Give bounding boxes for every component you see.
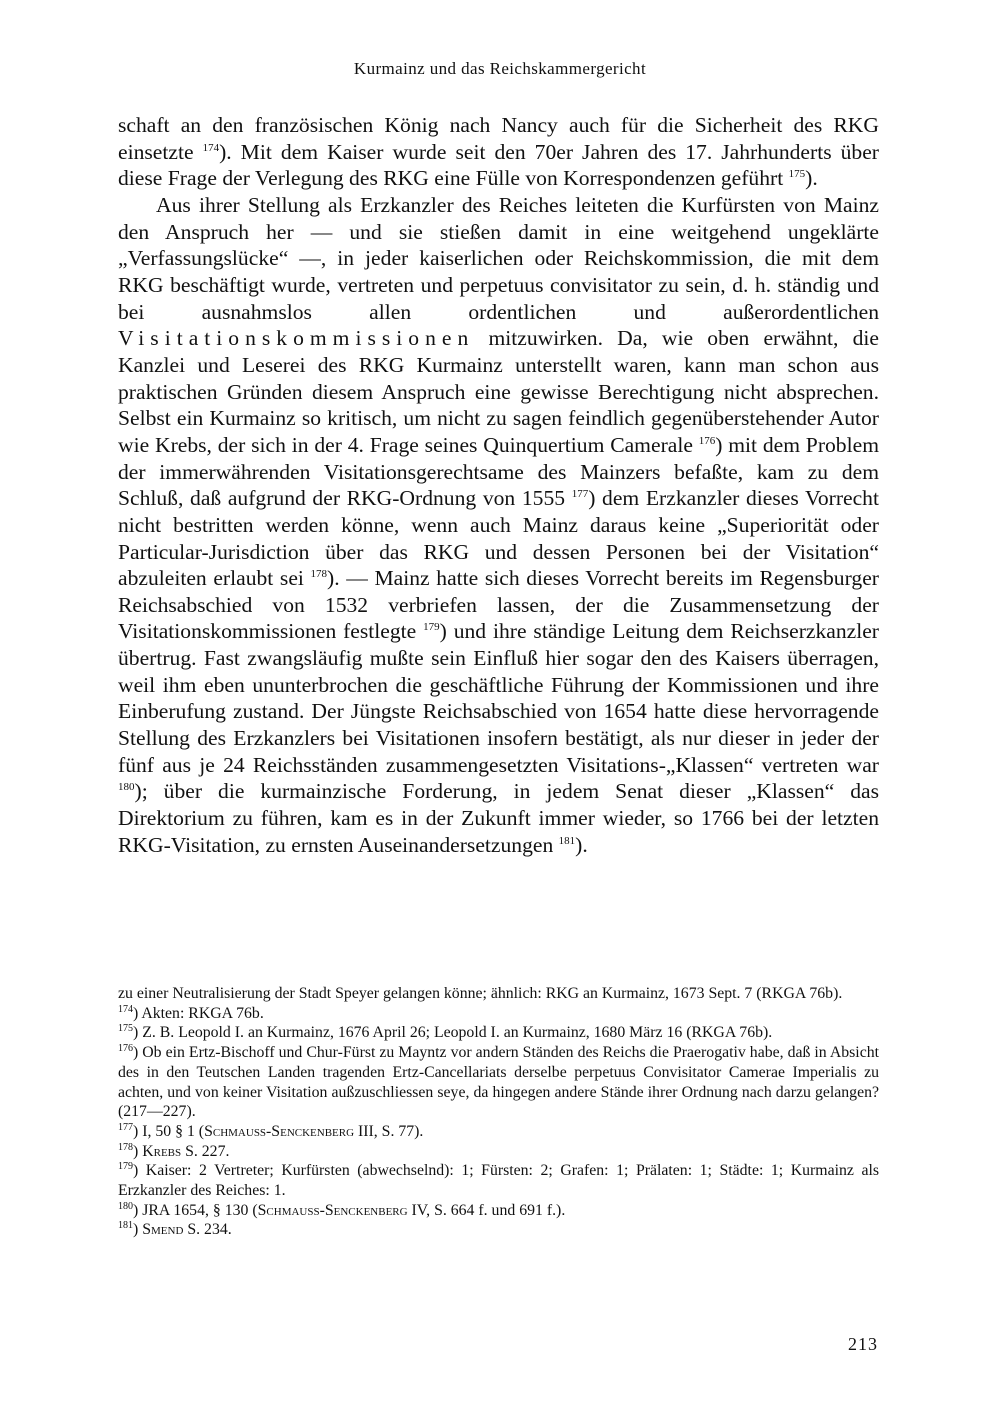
- footnote-number: 180: [118, 1200, 133, 1212]
- text-run: mitzuwirken. Da, wie oben erwähnt, die Kanzlei und Leserei des RKG Kurmainz unterstellt waren, kann man schon aus praktischen Gründen diesem Anspruch eine gewisse Berechtigung nicht absprechen. Selbst ein Kurmainz so kritisch, um nicht zu sagen feindlich gegenüberstehender Autor wie Krebs, der sich in der 4. Frage seines Quinquertium Camerale: [118, 326, 879, 457]
- footnote-text: S. 234.: [183, 1221, 232, 1239]
- text-run: Aus ihrer Stellung als Erzkanzler des Reiches leiteten die Kurfürsten von Mainz den Anspruch her — und sie stießen damit in eine weitgehend ungeklärte „Verfassungslücke“ —, in jeder kaiserlichen oder Reichskommission, die mit dem RKG beschäftigt wurde, vertreten und perpetuus convisitator zu sein, d. h. ständig und bei ausnahmslos allen ordentlichen und außerordentlichen: [118, 192, 879, 324]
- footnote-number: 179: [118, 1161, 133, 1173]
- page-number: 213: [848, 1334, 878, 1354]
- footnote-174: [118, 1004, 879, 1024]
- footnote-text: III, S. 77).: [354, 1122, 424, 1140]
- footnote-text: ): [133, 1221, 143, 1239]
- footnote-180: [118, 1201, 879, 1221]
- footnote-number: 178: [118, 1141, 133, 1153]
- footnote-ref[interactable]: 174: [202, 141, 220, 154]
- text-run: ) mit dem Problem der immerwährenden Visitationsgerechtsame des Mainzers befaßte, kam zu dem Schluß, daß aufgrund der RKG-Ordnung von 1555: [118, 432, 879, 511]
- footnote-text: S. 227.: [181, 1142, 230, 1160]
- footnote-ref[interactable]: 178: [310, 568, 328, 581]
- text-run: ).: [805, 166, 818, 191]
- text-run: ).: [575, 832, 588, 857]
- paragraph: [118, 112, 879, 192]
- footnote-number: 176: [118, 1043, 133, 1055]
- footnote-178: [118, 1142, 879, 1162]
- footnote-ref[interactable]: 181: [558, 834, 576, 847]
- footnote-text: ) Kaiser: 2 Vertreter; Kurfürsten (abwechselnd): 1; Fürsten: 2; Grafen: 1; Prälaten: 1; Städte: 1; Kurmainz als Erzkanzler des Reiches: 1.: [118, 1162, 879, 1200]
- footnote-number: 177: [118, 1121, 133, 1133]
- paragraph: [118, 192, 879, 858]
- text-run: schaft an den französischen König nach Nancy auch für die Sicherheit des RKG einsetzte: [118, 113, 879, 164]
- author-name: Smend: [142, 1221, 184, 1239]
- footnote-176: [118, 1043, 879, 1122]
- emphasized-word: Visitationskommissionen: [118, 326, 475, 351]
- footnote-181: [118, 1220, 879, 1240]
- footnote-ref[interactable]: 180: [118, 781, 135, 794]
- footnote-ref[interactable]: 176: [698, 434, 716, 447]
- footnote-number: 181: [118, 1220, 133, 1232]
- footnote-177: [118, 1122, 879, 1142]
- footnote-text: ) JRA 1654, § 130 (: [133, 1201, 258, 1219]
- footnote-text: ) Ob ein Ertz-Bischoff und Chur-Fürst zu Mayntz vor andern Ständen des Reichs die Praerogativ habe, daß in Absicht des in den Teutschen Landen tragenden Ertz-Cancellariats derselbe perpetuus Convisitator Camerae Imperialis zu achten, und von keiner Visitation außzuschliessen seye, da hingegen andere Stände ihrer Ordnung nach darzu gelangen? (217—227).: [118, 1044, 879, 1121]
- author-name: Schmauss-Senckenberg: [204, 1122, 355, 1140]
- main-text: [118, 112, 879, 858]
- footnote-number: 174: [118, 1003, 133, 1015]
- footnote-text: ) I, 50 § 1 (: [133, 1122, 205, 1140]
- footnote-175: [118, 1023, 879, 1043]
- author-name: Schmauss-Senckenberg: [257, 1201, 408, 1219]
- author-name: Krebs: [142, 1142, 182, 1160]
- footnote-text: ) Z. B. Leopold I. an Kurmainz, 1676 April 26; Leopold I. an Kurmainz, 1680 März 16 (RKGA 76b).: [133, 1024, 773, 1042]
- footnote-179: [118, 1161, 879, 1200]
- footnote-number: 175: [118, 1023, 133, 1035]
- running-head: Kurmainz und das Reichskammergericht: [353, 59, 647, 78]
- footnote-continuation: zu einer Neutralisierung der Stadt Speyer gelangen könne; ähnlich: RKG an Kurmainz, 1673 Sept. 7 (RKGA 76b).: [118, 985, 843, 1002]
- footnotes: [118, 984, 879, 1240]
- text-run: ). Mit dem Kaiser wurde seit den 70er Jahren des 17. Jahrhunderts über diese Frage der Verlegung des RKG eine Fülle von Korrespondenzen geführt: [118, 139, 879, 191]
- footnote-ref[interactable]: 177: [571, 488, 589, 501]
- text-run: ); über die kurmainzische Forderung, in jedem Senat dieser „Klassen“ das Direktorium zu führen, kam es in der Zukunft immer wieder, so 1766 bei der letzten RKG-Visitation, zu ernsten Auseinandersetzungen: [118, 779, 879, 857]
- footnote-text: ) Akten: RKGA 76b.: [133, 1004, 264, 1022]
- footnote-text: IV, S. 664 f. und 691 f.).: [407, 1201, 566, 1219]
- footnote-ref[interactable]: 175: [788, 168, 806, 181]
- text-run: ). — Mainz hatte sich dieses Vorrecht bereits im Regensburger Reichsabschied von 1532 verbriefen lassen, der die Zusammensetzung der Visitationskommissionen festlegte: [118, 566, 879, 644]
- text-run: ) und ihre ständige Leitung dem Reichserzkanzler übertrug. Fast zwangsläufig mußte sein Einfluß hier sogar den des Kaisers überragen, weil ihm eben ununterbrochen die geschäftliche Führung der Kommissionen und ihre Einberufung zustand. Der Jüngste Reichsabschied von 1654 hatte diese hervorragende Stellung des Erzkanzlers bei Visitationen insofern bestätigt, als nur dieser in jeder der fünf aus je 24 Reichsständen zusammengesetzten Visitations-„Klassen“ vertreten war: [118, 619, 880, 777]
- footnote-text: ): [133, 1142, 143, 1160]
- footnote-ref[interactable]: 179: [423, 621, 440, 634]
- text-run: ) dem Erzkanzler dieses Vorrecht nicht bestritten werden könne, wenn auch Mainz daraus keine „Superiorität oder Particular-Jurisdiction über das RKG und dessen Personen bei der Visitation“ abzuleiten erlaubt sei: [118, 486, 879, 591]
